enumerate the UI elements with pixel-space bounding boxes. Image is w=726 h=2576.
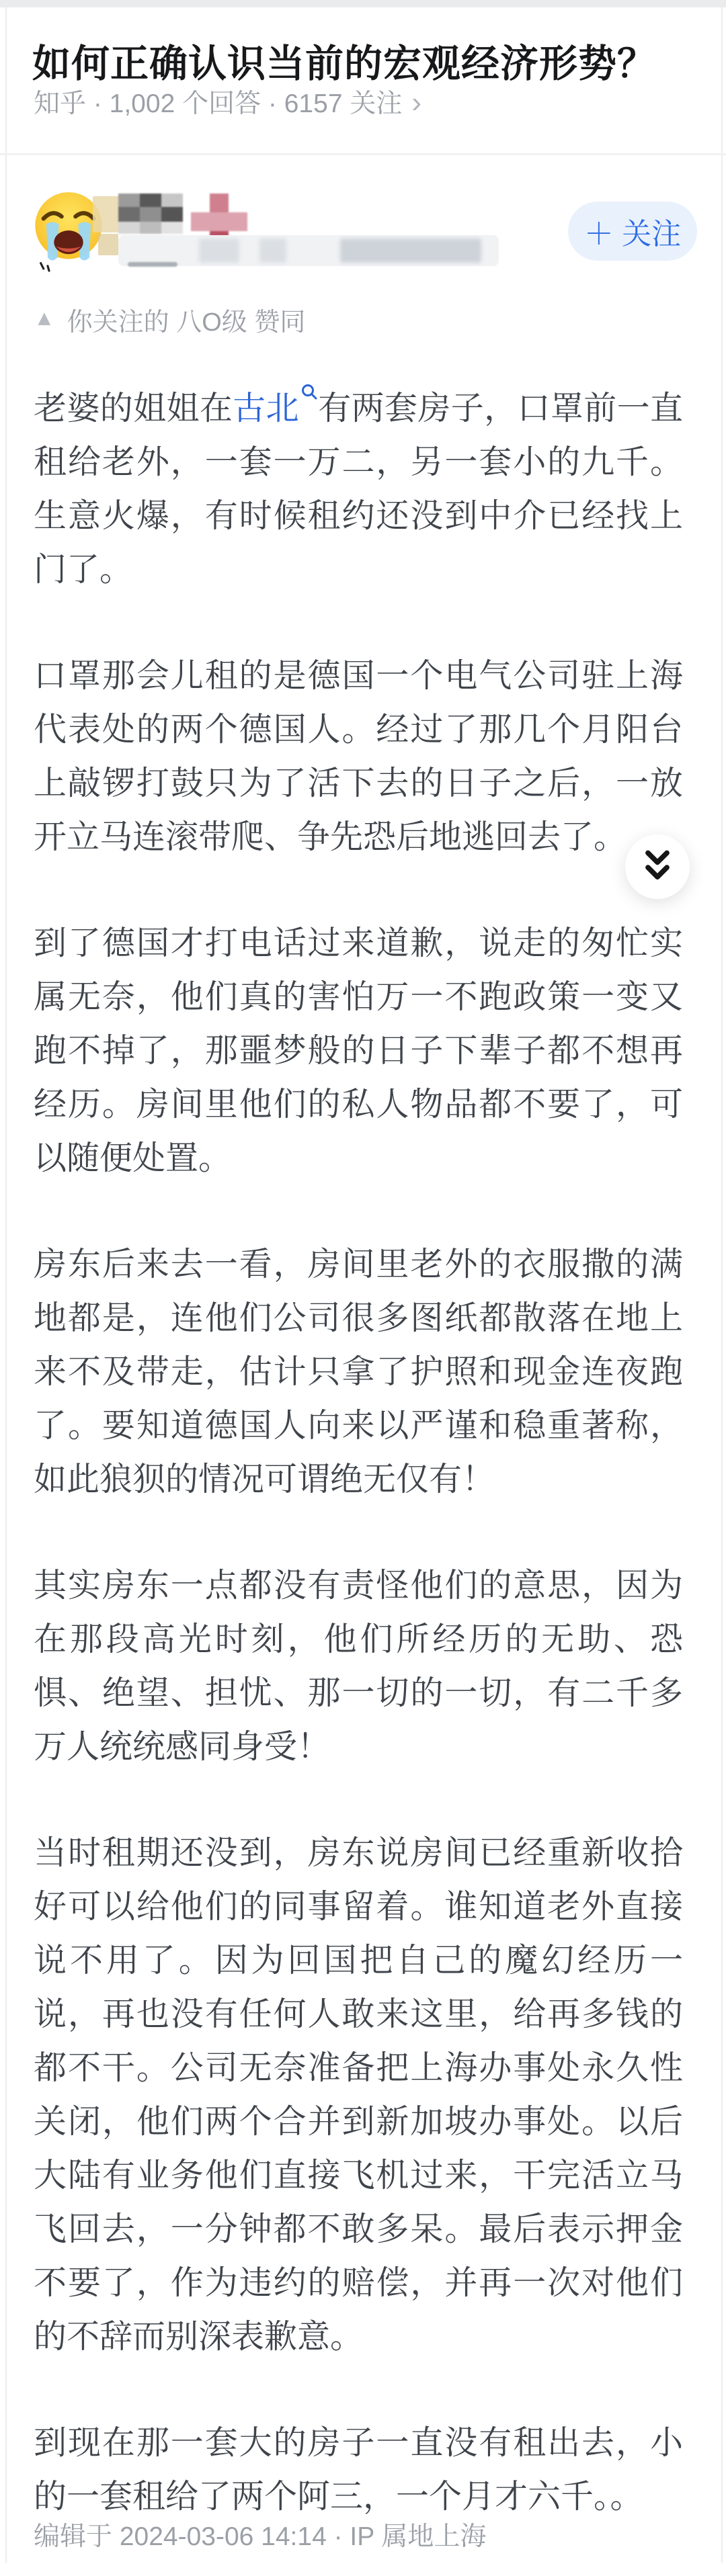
paragraph-text: 老婆的姐姐在 xyxy=(34,390,233,427)
topic-link-label: 古北 xyxy=(233,390,299,427)
top-divider-strip xyxy=(0,0,726,7)
avatar-censor-block xyxy=(93,196,120,232)
chevron-right-icon: › xyxy=(411,86,421,119)
upvote-triangle-icon: ▲ xyxy=(34,306,55,330)
censored-username-mosaic xyxy=(118,194,183,234)
question-meta-link[interactable] xyxy=(34,87,639,120)
vote-notice-text: 你关注的 八O级 赞同 xyxy=(67,308,306,337)
edit-timestamp: 编辑于 2024-03-06 14:14 · IP 属地上海 xyxy=(34,2522,487,2551)
left-edge-line xyxy=(5,0,7,2563)
double-chevron-down-icon xyxy=(640,847,675,886)
collapse-answer-button[interactable] xyxy=(625,834,690,899)
follow-button-label: ＋ 关注 xyxy=(583,218,682,251)
answer-paragraph: 其实房东一点都没有责怪他们的意思，因为在那段高光时刻，他们所经历的无助、恐惧、绝望、担忧、那一切的一切，有二千多万人统统感同身受！ xyxy=(34,1568,683,1765)
answer-paragraph: 口罩那会儿租的是德国一个电气公司驻上海代表处的两个德国人。经过了那几个月阳台上敲锣打鼓只为了活下去的日子之后，一放开立马连滚带爬、争先恐后地逃回去了。 xyxy=(34,658,683,855)
answer-body xyxy=(34,363,683,2576)
answer-paragraph: 当时租期还没到，房东说房间已经重新收拾好可以给他们的同事留着。谁知道老外直接说不用了。因为回国把自己的魔幻经历一说，再也没有任何人敢来这里，给再多钱的都不干。公司无奈准备把上海办事处永久性关闭，他们两个合并到新加坡办事处。以后大陆有业务他们直接飞机过来，干完活立马飞回去，一分钟都不敢多呆。最后表示押金不要了，作为违约的赔偿，并再一次对他们的不辞而别深表歉意。 xyxy=(34,1835,683,2355)
avatar-censor-block xyxy=(98,234,118,255)
search-icon xyxy=(300,363,318,417)
answer-paragraph xyxy=(34,363,683,597)
topic-link-gubei[interactable] xyxy=(233,390,318,427)
right-edge-line xyxy=(721,0,723,2563)
censored-bio-strip xyxy=(118,235,499,266)
paragraph-text: 有两套房子，口罩前一直租给老外，一套一万二，另一套小的九千。生意火爆，有时候租约还没到中介已经找上门了。 xyxy=(34,390,683,588)
question-meta-text: 知乎 · 1,002 个回答 · 6157 关注 xyxy=(34,89,403,118)
answer-paragraph: 到了德国才打电话过来道歉，说走的匆忙实属无奈，他们真的害怕万一不跑政策一变又跑不掉了，那噩梦般的日子下辈子都不想再经历。房间里他们的私人物品都不要了，可以随便处置。 xyxy=(34,925,683,1176)
question-title: 如何正确认识当前的宏观经济形势？ xyxy=(32,42,656,86)
follow-button[interactable] xyxy=(568,202,697,261)
answer-paragraph: 到现在那一套大的房子一直没有租出去，小的一套租给了两个阿三，一个月才六千。。 xyxy=(34,2425,683,2515)
answer-paragraph: 房东后来去一看，房间里老外的衣服撒的满地都是，连他们公司很多图纸都散落在地上来不及带走，估计只拿了护照和现金连夜跑了。要知道德国人向来以严谨和稳重著称，如此狼狈的情况可谓绝无仅有！ xyxy=(34,1246,683,1498)
vote-notice xyxy=(34,301,639,338)
header-divider xyxy=(0,153,726,155)
